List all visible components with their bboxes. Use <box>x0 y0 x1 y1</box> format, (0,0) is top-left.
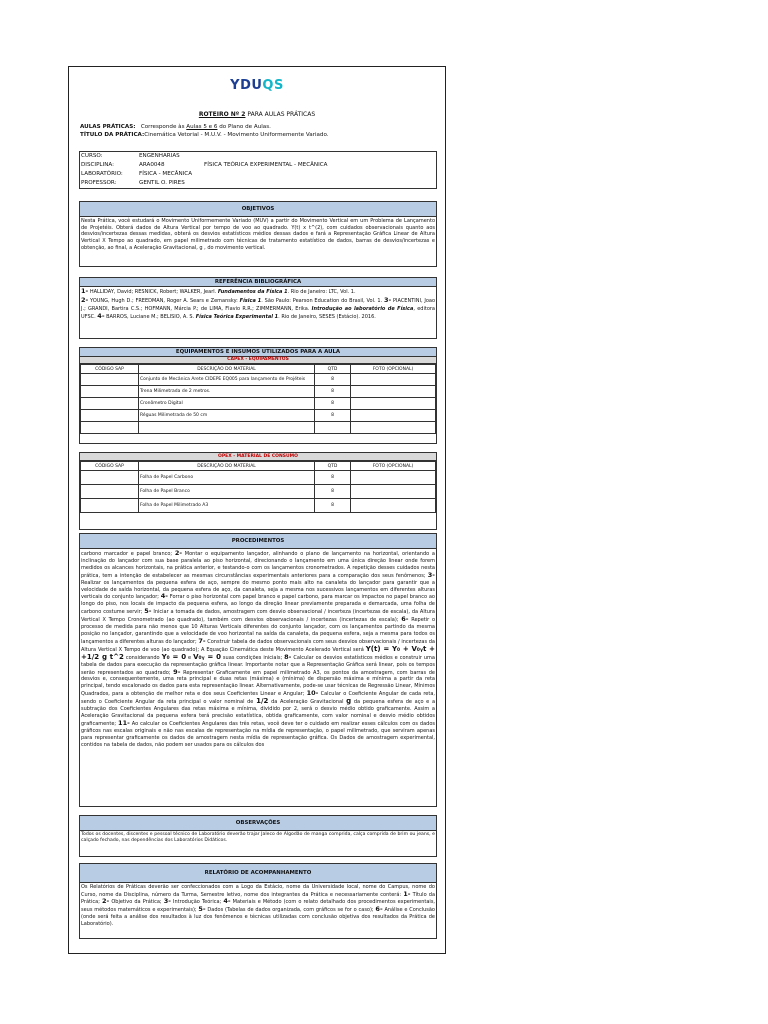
procedimentos-section <box>79 533 437 807</box>
table-row: Conjunto de Mecânica Arete CIDEPE EQ005 para lançamento de Projéteis 8 <box>81 374 436 386</box>
table-row: Folha de Papel Carbono 8 <box>81 471 436 485</box>
disciplina-label: DISCIPLINA: <box>81 162 114 168</box>
opex-title: OPEX - MATERIAL DE CONSUMO <box>80 453 436 461</box>
objetivos-title: OBJETIVOS <box>80 202 436 217</box>
referencia-text: 1- HALLIDAY, David; RESNICK, Robert; WALKER, Jearl. Fundamentos da Física 1. Rio de Janeiro: LTC, Vol. 1. 2- YOUNG, Hugh D.; FREEDMAN, Roger A. Sears e Zemansky: Física 1. São Paulo: Pearson Education do Brasil, Vol. 1. 3- PIACENTINI, Joao J.; GRANDI, Bartira C.S.; HOFMANN, Márcia P.; de LIMA, Flavio R.R.; ZIMMERMANN, Erika. Introdução ao laboratório de Física, editora UFSC. 4- BARROS, Luciane M.; BELISIO, A. S. Física Teórica Experimental 1. Rio de Janeiro, SESES (Estácio). 2016. <box>81 287 436 321</box>
info-box <box>79 151 437 189</box>
observacoes-title: OBSERVAÇÕES <box>80 816 436 831</box>
relatorio-title: RELATÓRIO DE ACOMPANHAMENTO <box>80 864 436 883</box>
referencia-section <box>79 277 437 339</box>
equipamentos-section <box>79 347 437 444</box>
curso-value: ENGENHARIAS <box>139 153 180 159</box>
disciplina-name: FÍSICA TEÓRICA EXPERIMENTAL - MECÂNICA <box>204 162 328 168</box>
laboratorio-label: LABORATÓRIO: <box>81 171 123 177</box>
opex-table <box>80 461 436 513</box>
professor-label: PROFESSOR: <box>81 180 117 186</box>
table-row: Folha de Papel Branco 8 <box>81 485 436 499</box>
yduqs-logo: YDUQS <box>230 78 284 93</box>
observacoes-section <box>79 815 437 857</box>
procedimentos-text: carbono marcador e papel branco; 2- Montar o equipamento lançador, alinhando o plano de lançamento na horizontal, orientando a inclinação do lançador com sua base paralela ao piso horizontal, direcionando o lançamento em uma única direção linear onde forem medidos os alcances horizontais, na prática anterior, e testando-o com os lançamentos cronometrados. A repetição desses cuidados nesta prática, tem a intenção de estabelecer as mesmas circunstâncias experimentais anteriores para a comparação dos seus fenômenos; 3- Realizar os lançamentos da pequena esfera de aço, sempre do mesmo ponto mais alto na canaleta do lançador para garantir que a velocidade de saída horizontal, da pequena esfera de aço, da canaleta, seja a mesma nos sucessivos lançamentos em diferentes alturas verticais do conjunto lançador; 4- Forrar o piso horizontal com papel branco e papel carbono, para marcar os impactos no papel branco ao longo do piso, nos locais de impacto da pequena esfera, ao longo da direção linear previamente preparada e demarcada, uma folha de carbono costume servir; 5- Iniciar a tomada de dados, amostragem com desvio observacional / incerteza (incertezas de escala), da Altura Vertical X Tempo Cronometrado (ao quadrado), também com desvios observacionais / incertezas (incertezas de escala); 6- Repetir o processo de medida para não menos que 10 Alturas Verticais diferentes do conjunto lançador, com os lançamentos partindo da mesma posição no lançador, garantindo que a velocidade de voo horizontal na saída da canaleta, da pequena esfera, seja a mesma para todos os lançamentos a diferentes alturas do lançador; 7- Construir tabela de dados observacionais com seus desvios observacionais / incertezas da Altura Vertical X Tempo de voo (ao quadrado); A Equação Cinemática deste Movimento Acelerado Vertical será Y(t) = Y₀ + V₀ᵧt + +1/2 g t^2 considerando Y₀ = 0 e V₀ᵧ = 0 suas condições iniciais; 8- Calcular os desvios estatísticos médios e construir uma tabela de dados para execução da representação gráfica linear. Importante notar que a Representação Gráfica será linear, pois os tempos serão representados ao quadrado; 9- Representar Graficamente em papel milimetrado A3, os pontos da amostragem, com barras de desvios e, consequentemente, uma reta principal e duas retas (máxima) e (mínima) de dispersão máxima e mínima a partir da reta principal, tendo escalonado os dados para esta representação linear. Alternativamente, pode-se usar técnicas de Regressão Linear, Mínimos Quadrados, para a obtenção de melhor reta e dos seus Coeficientes Linear e Angular; 10- Calcular o Coeficiente Angular de cada reta, sendo o Coeficiente Angular da reta principal o valor nominal de 1/2 da Aceleração Gravitacional g da pequena esfera de aço e a subtração dos Coeficientes Angulares das retas máxima e mínima, dividido por 2, será o desvio médio obtido graficamente. Assim a Aceleração Gravitacional da pequena esfera terá precisão estatística, obtida graficamente, com valor nominal e desvio médio obtidos graficamente; 11- Ao calcular os Coeficientes Angulares das três retas, você deve ter o cuidado em realizar esses cálculos com os dados gráficos nas escalas originais e não nas escalas de representação na mídia de representação, o papel milimetrado, que serviram apenas para representar graficamente os dados de amostragem nesta mídia de representação gráfica. Os Dados de amostragem experimental, contidos na tabela de dados, não podem ser usados para os cálculos dos <box>81 549 436 748</box>
aulas-line: AULAS PRÁTICAS: Corresponde às Aulas 5 e 6 do Plano de Aulas. <box>80 124 271 130</box>
observacoes-text: Todos os docentes, discentes e pessoal técnico de Laboratório deverão trajar Jaleco de Algodão de manga comprida, calça comprida de brim ou jeans, e calçado fechado, nas dependências dos Laboratórios Didáticos. <box>81 832 435 843</box>
table-row: Réguas Milimetrada de 50 cm 8 <box>81 410 436 422</box>
table-row <box>81 422 436 434</box>
table-row: Folha de Papel Milimetrado A3 8 <box>81 499 436 513</box>
capex-title: CAPEX - EQUIPAMENTOS <box>80 357 436 364</box>
relatorio-section <box>79 863 437 939</box>
professor-value: GENTIL O. PIRES <box>139 180 185 186</box>
document-page <box>68 66 446 954</box>
capex-table <box>80 364 436 434</box>
capex-header-row: CÓDIGO SAP DESCRIÇÃO DO MATERIAL QTD FOTO (OPCIONAL) <box>81 365 436 374</box>
opex-section <box>79 452 437 530</box>
disciplina-code: ARA0048 <box>139 162 165 168</box>
laboratorio-value: FÍSICA - MECÂNICA <box>139 171 193 177</box>
titulo-line: TÍTULO DA PRÁTICA:Cinemática Vetorial - M.U.V. - Movimento Uniformemente Variado. <box>80 132 329 138</box>
table-row: Cronômetro Digital 8 <box>81 398 436 410</box>
equipamentos-title: EQUIPAMENTOS E INSUMOS UTILIZADOS PARA A AULA <box>80 348 436 357</box>
table-row: Trena Milimetrada de 2 metros. 8 <box>81 386 436 398</box>
referencia-title: REFERÊNCIA BIBLIOGRÁFICA <box>80 278 436 287</box>
objetivos-section <box>79 201 437 267</box>
opex-header-row: CÓDIGO SAP DESCRIÇÃO DO MATERIAL QTD FOTO (OPCIONAL) <box>81 462 436 471</box>
objetivos-text: Nesta Prática, você estudará o Movimento Uniformemente Variado (MUV) a partir do Movimento Vertical em um Problema de Lançamento de Projetéis. Obterá dados de Altura Vertical por tempo de voo ao quadrado. Y(t) x t^(2), com cuidados observacionais quanto aos desvios/incertezas dessas medidas, obterá os desvios estatísticos médios dessas dados e fará a Representação Gráfica Linear de Altura Vertical X Tempo ao quadrado, em papel milimetrado com técnicas de tratamento estatístico de dados, barras de desvios/incertezas e obtenção, ao final, a Aceleração Gravitacional, g , do movimento vertical. <box>81 218 435 251</box>
relatorio-text: Os Relatórios de Práticas deverão ser confeccionados com a Logo da Estácio, nome da Universidade local, nome do Campus, nome do Curso, nome da Disciplina, número da Turma, Semestre letivo, nome dos integrantes da Prática e necessariamente conterá: 1- Título da Prática; 2- Objetivo da Prática; 3- Introdução Teórica; 4- Materiais e Método (com o relato detalhado dos procedimentos experimentais, seus métodos matemáticos e experimentais); 5- Dados (Tabelas de dados organizada, com gráficos se for o caso); 6- Análise e Conclusão (onde será feita a análise dos resultados à luz dos fenômenos e técnicas utilizadas com conclusão objetiva dos resultados da Prática de Laboratório). <box>81 884 436 927</box>
curso-label: CURSO: <box>81 153 103 159</box>
procedimentos-title: PROCEDIMENTOS <box>80 534 436 549</box>
document-heading: ROTEIRO Nº 2 PARA AULAS PRÁTICAS <box>198 111 316 118</box>
